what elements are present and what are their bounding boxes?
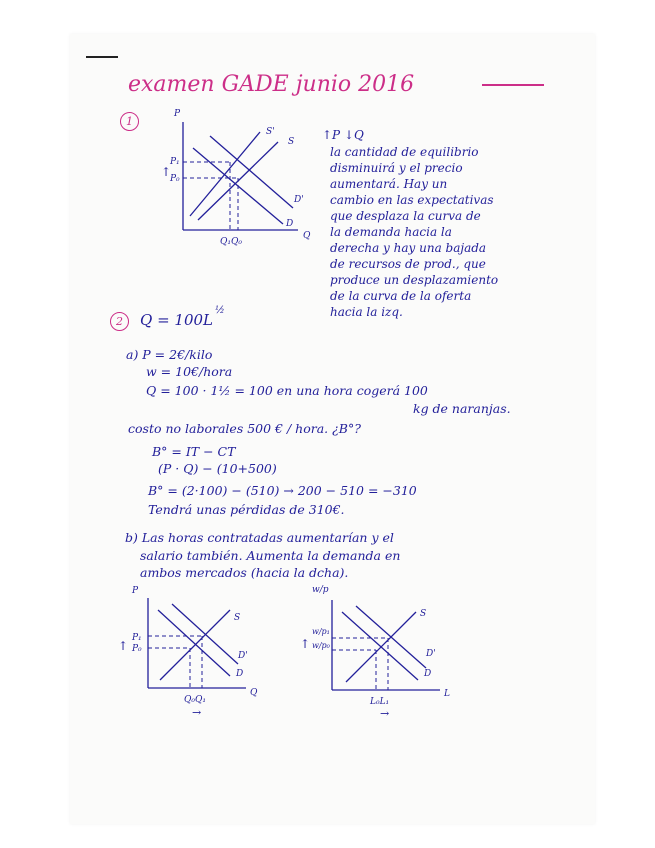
q2r-l-ticks: L₀L₁: [370, 697, 390, 707]
q2r-wage-arrow: ↑: [300, 637, 311, 651]
page-title: examen GADE junio 2016: [128, 72, 415, 97]
q2l-q-ticks: Q₀Q₁: [184, 695, 206, 705]
q1-expl-line: que desplaza la curva de: [330, 209, 481, 223]
q1-s-label: S: [288, 137, 295, 147]
q2-a-line: Q = 100 · 1½ = 100 en una hora cogerá 100: [146, 383, 428, 398]
q2l-price-arrow: ↑: [118, 639, 129, 653]
q2l-s-label: S: [234, 613, 241, 623]
q2r-d-label: D: [424, 669, 432, 679]
q1-expl-line: aumentará. Hay un: [330, 177, 448, 191]
q2l-demand-d1: [172, 604, 241, 664]
q2r-d1-label: D': [426, 649, 436, 659]
q1-d1-label: D': [294, 195, 304, 205]
q2-exponent: ½: [215, 305, 225, 316]
q1-expl-line: hacia la izq.: [330, 305, 403, 319]
question-2-number: 2: [110, 312, 129, 331]
q2l-supply-s: [160, 610, 230, 680]
q2r-axis-x-label: L: [444, 689, 450, 699]
q2l-p0-label: P₀: [132, 644, 142, 654]
q2r-w1-label: w/p₁: [312, 627, 330, 636]
q2r-w0-label: w/p₀: [312, 641, 330, 650]
q2r-shift-arrow: →: [380, 707, 390, 720]
q1-expl-line: disminuirá y el precio: [330, 161, 463, 175]
q1-expl-line: la demanda hacia la: [330, 225, 452, 239]
q1-supply-s1: [190, 132, 260, 216]
q1-axis-x-label: Q: [303, 231, 311, 241]
q2-a-line: a) P = 2€/kilo: [126, 347, 213, 362]
q2r-axis-y-label: w/p: [312, 585, 329, 595]
q2l-d-label: D: [236, 669, 244, 679]
q1-p0-label: P₀: [170, 174, 180, 184]
q1-expl-line: cambio en las expectativas: [330, 193, 494, 207]
q2-goods-market-graph: [118, 584, 278, 724]
q1-expl-line: la cantidad de equilibrio: [330, 145, 479, 159]
q2-b-line: salario también. Aumenta la demanda en: [140, 548, 401, 563]
q1-expl-line: produce un desplazamiento: [330, 273, 499, 287]
q1-d-label: D: [286, 219, 294, 229]
q1-headline: ↑P ↓Q: [322, 128, 364, 142]
title-underline: [482, 84, 544, 86]
pen-mark: [86, 56, 118, 58]
q1-expl-line: de la curva de la oferta: [330, 289, 472, 303]
q2r-s-label: S: [420, 609, 427, 619]
q2r-supply-s: [346, 612, 416, 682]
q2-a-line: B° = (2·100) − (510) → 200 − 510 = −310: [148, 483, 417, 498]
q2-a-line: kg de naranjas.: [413, 401, 511, 416]
q2-production-function: Q = 100L: [140, 311, 213, 329]
q2l-d1-label: D': [238, 651, 248, 661]
q2-a-line: (P · Q) − (10+500): [158, 461, 277, 476]
q1-axis-y-label: P: [174, 109, 181, 119]
q2-a-line: costo no laborales 500 € / hora. ¿B°?: [128, 421, 361, 436]
q1-price-arrow: ↑: [161, 165, 172, 179]
q2-b-line: b) Las horas contratadas aumentarían y el: [125, 530, 394, 545]
q1-expl-line: de recursos de prod., que: [330, 257, 486, 271]
q2-a-line: Tendrá unas pérdidas de 310€.: [148, 502, 345, 517]
q1-supply-demand-graph: [158, 108, 338, 258]
question-1-number: 1: [120, 112, 139, 131]
q1-p1-label: P₁: [170, 157, 180, 167]
q1-expl-line: derecha y hay una bajada: [330, 241, 487, 255]
q2-a-line: B° = IT − CT: [152, 444, 236, 459]
q1-s1-label: S': [266, 127, 275, 137]
q2-b-line: ambos mercados (hacia la dcha).: [140, 565, 349, 580]
q2l-axis-y-label: P: [132, 586, 139, 596]
q2-a-line: w = 10€/hora: [146, 364, 233, 379]
q2l-p1-label: P₁: [132, 633, 142, 643]
q1-q-ticks: Q₁Q₀: [220, 237, 242, 247]
q2l-axis-x-label: Q: [250, 688, 258, 698]
q2l-shift-arrow: →: [192, 706, 202, 719]
q2-labour-market-graph: [300, 582, 470, 722]
